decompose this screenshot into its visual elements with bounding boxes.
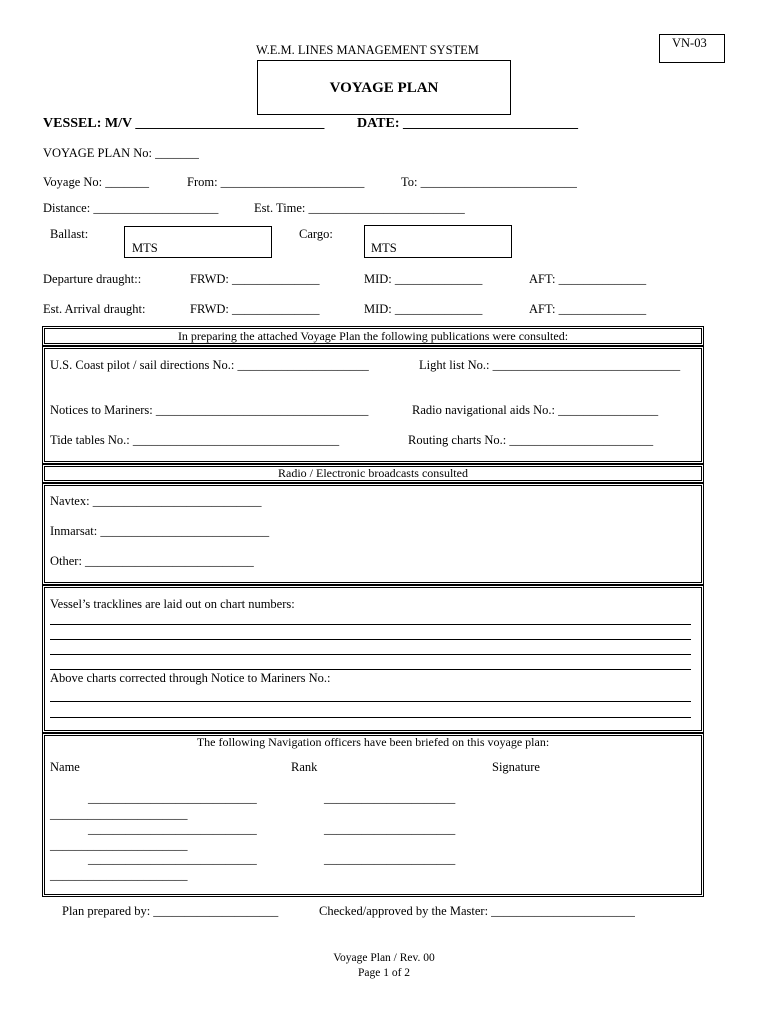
name-column-header: Name [50,760,80,774]
corrected-line-1[interactable] [50,701,691,702]
arrival-mid-field[interactable]: MID: ______________ [364,302,483,316]
navtex-field[interactable]: Navtex: ___________________________ [50,494,262,508]
chart-numbers-line-2[interactable] [50,639,691,640]
arrival-draught-label: Est. Arrival draught: [43,302,146,316]
officer-rank-field[interactable]: _____________________ [324,822,456,836]
routing-charts-field[interactable]: Routing charts No.: _______________________ [408,433,654,447]
officer-signature-field[interactable]: ______________________ [50,807,188,821]
ballast-unit: MTS [132,241,158,255]
signature-column-header: Signature [492,760,540,774]
notices-to-mariners-field[interactable]: Notices to Mariners: __________________________________ [50,403,369,417]
officer-signature-field[interactable]: ______________________ [50,868,188,882]
officer-name-field[interactable]: ___________________________ [88,822,257,836]
officer-name-field[interactable]: ___________________________ [88,852,257,866]
radio-aids-field[interactable]: Radio navigational aids No.: ________________ [412,403,659,417]
departure-aft-field[interactable]: AFT: ______________ [529,272,647,286]
chart-numbers-line-3[interactable] [50,654,691,655]
departure-frwd-field[interactable]: FRWD: ______________ [190,272,320,286]
arrival-frwd-field[interactable]: FRWD: ______________ [190,302,320,316]
officers-heading: The following Navigation officers have been briefed on this voyage plan: [196,735,550,749]
voyage-no-field[interactable]: Voyage No: _______ [43,175,150,189]
corrected-line-2[interactable] [50,717,691,718]
footer-page-number: Page 1 of 2 [357,967,411,979]
approved-by-field[interactable]: Checked/approved by the Master: _______________________ [319,904,635,918]
chart-numbers-line-1[interactable] [50,624,691,625]
cargo-unit: MTS [371,241,397,255]
officer-rank-field[interactable]: _____________________ [324,852,456,866]
tide-tables-field[interactable]: Tide tables No.: _________________________________ [50,433,340,447]
distance-field[interactable]: Distance: ____________________ [43,201,219,215]
date-field[interactable]: DATE: _________________________ [357,116,579,131]
departure-draught-label: Departure draught:: [43,272,142,286]
rank-column-header: Rank [291,760,318,774]
tracklines-label: Vessel’s tracklines are laid out on chart numbers: [50,597,295,611]
prepared-by-field[interactable]: Plan prepared by: ____________________ [62,904,279,918]
from-field[interactable]: From: _______________________ [187,175,365,189]
form-title: VOYAGE PLAN [329,80,439,96]
coast-pilot-field[interactable]: U.S. Coast pilot / sail directions No.: _____________________ [50,358,369,372]
departure-mid-field[interactable]: MID: ______________ [364,272,483,286]
other-field[interactable]: Other: ___________________________ [50,554,254,568]
arrival-aft-field[interactable]: AFT: ______________ [529,302,647,316]
doc-code: VN-03 [672,36,707,50]
light-list-field[interactable]: Light list No.: ______________________________ [419,358,681,372]
officer-rank-field[interactable]: _____________________ [324,791,456,805]
cargo-label: Cargo: [299,227,333,241]
officer-name-field[interactable]: ___________________________ [88,791,257,805]
corrected-label: Above charts corrected through Notice to Mariners No.: [50,671,331,685]
publications-heading: In preparing the attached Voyage Plan the following publications were consulted: [177,329,569,343]
chart-numbers-line-4[interactable] [50,669,691,670]
vessel-field[interactable]: VESSEL: M/V ___________________________ [43,116,325,131]
est-time-field[interactable]: Est. Time: _________________________ [254,201,465,215]
inmarsat-field[interactable]: Inmarsat: ___________________________ [50,524,270,538]
officer-signature-field[interactable]: ______________________ [50,838,188,852]
voyage-plan-no-field[interactable]: VOYAGE PLAN No: _______ [43,146,199,160]
footer-revision: Voyage Plan / Rev. 00 [333,952,435,964]
system-name: W.E.M. LINES MANAGEMENT SYSTEM [256,43,479,57]
broadcasts-heading: Radio / Electronic broadcasts consulted [278,466,468,480]
to-field[interactable]: To: _________________________ [401,175,577,189]
ballast-label: Ballast: [50,227,89,241]
